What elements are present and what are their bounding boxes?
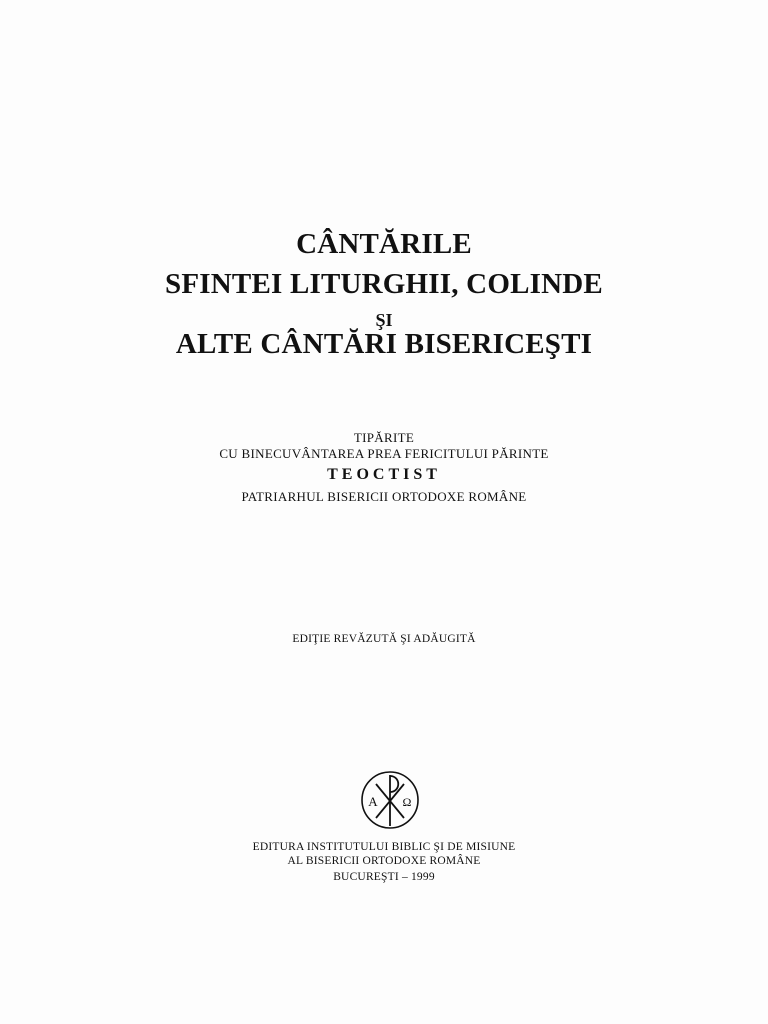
blessing-line-4: PATRIARHUL BISERICII ORTODOXE ROMÂNE (241, 489, 527, 504)
omega-letter: Ω (402, 795, 412, 809)
blessing-line-1: TIPĂRITE (353, 430, 415, 445)
publisher-line-3: BUCUREŞTI – 1999 (333, 871, 435, 883)
patriarch-name: TEOCTIST (327, 466, 441, 483)
title-line-2: SFINTEI LITURGHII, COLINDE (165, 268, 603, 300)
title-line-3: ŞI (375, 310, 393, 330)
title-line-4: ALTE CÂNTĂRI BISERICEŞTI (175, 328, 593, 360)
blessing-line-2: CU BINECUVÂNTAREA PREA FERICITULUI PĂRINTE (219, 446, 549, 461)
chi-rho-alpha-omega-emblem-icon (360, 770, 420, 830)
alpha-letter: A (368, 794, 378, 809)
title-line-1: CÂNTĂRILE (296, 228, 472, 260)
publisher-line-1: EDITURA INSTITUTULUI BIBLIC ŞI DE MISIUNE (252, 841, 516, 853)
publisher-line-2: AL BISERICII ORTODOXE ROMÂNE (287, 855, 481, 867)
edition-note: EDIŢIE REVĂZUTĂ ŞI ADĂUGITĂ (292, 633, 476, 645)
